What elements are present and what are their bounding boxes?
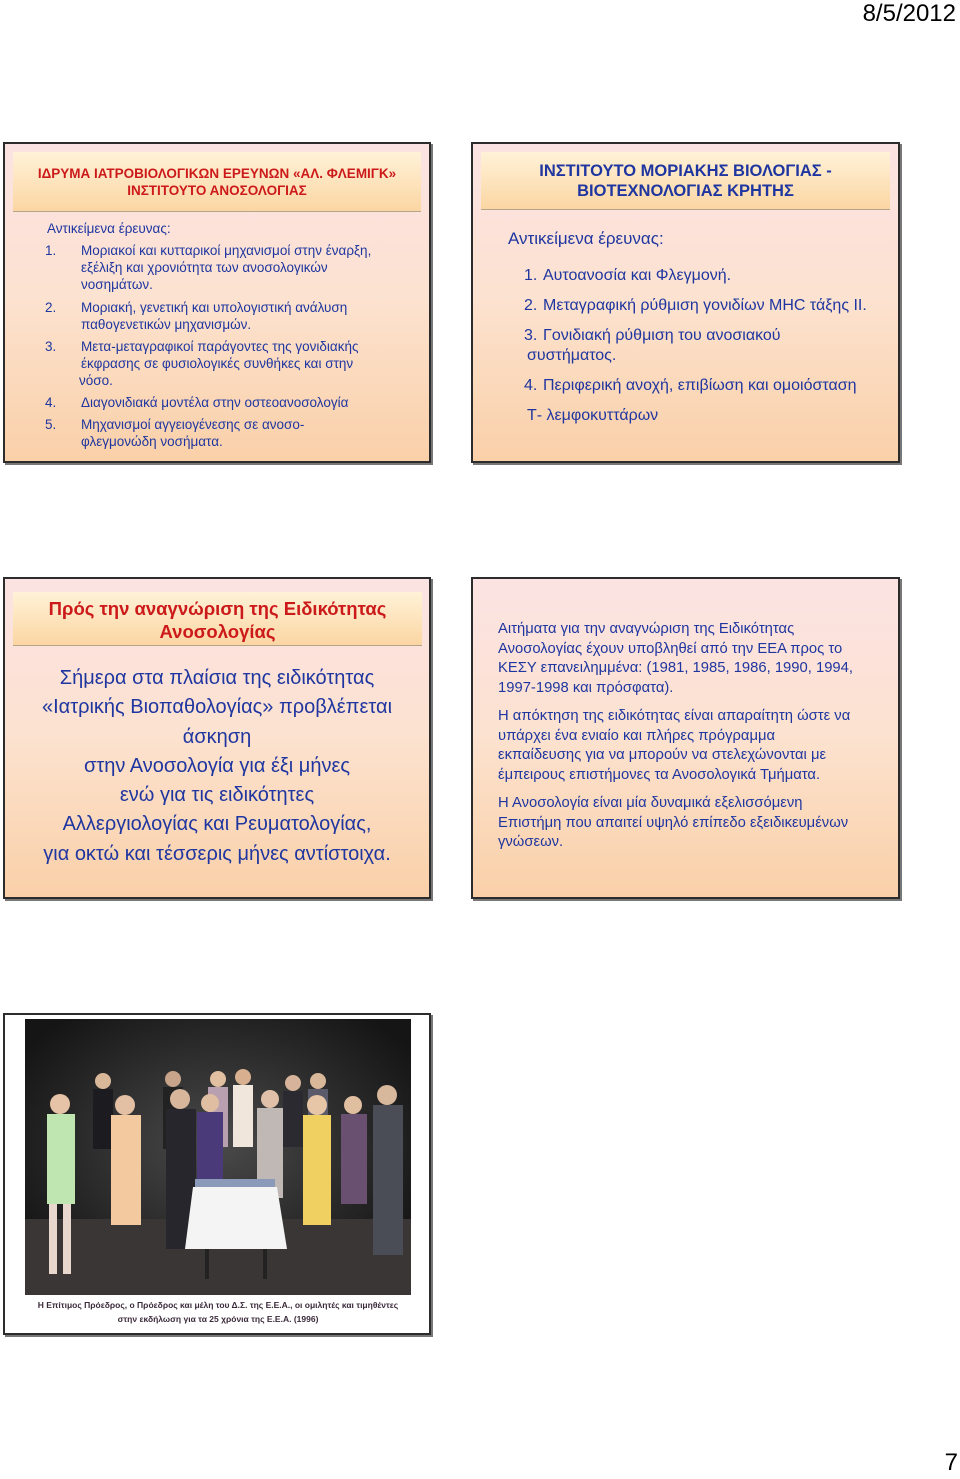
list-item-line: Αυτοανοσία και Φλεγμονή. bbox=[543, 267, 732, 284]
list-item-line: Περιφερική ανοχή, επιβίωση και ομοιόσταση bbox=[543, 377, 857, 394]
body-line: για οκτώ και τέσσερις μήνες αντίστοιχα. bbox=[43, 842, 391, 865]
research-heading: Αντικείμενα έρευνας: bbox=[508, 229, 664, 248]
paragraph-line: εκπαίδευσης για να μπορούν να στελεχώνονται με bbox=[498, 747, 827, 763]
page-number: 7 bbox=[944, 1449, 958, 1476]
list-number: 2. bbox=[524, 297, 538, 314]
list-item-line: νόσο. bbox=[79, 373, 113, 388]
list-item-line: Μοριακοί και κυτταρικοί μηχανισμοί στην έναρξη, bbox=[81, 243, 372, 258]
photo-caption bbox=[9, 1298, 427, 1326]
body-line: Αλλεργιολογίας και Ρευματολογίας, bbox=[62, 813, 372, 836]
list-number: 3. bbox=[45, 339, 57, 354]
paragraph-line: Η απόκτηση της ειδικότητας είναι απαραίτητη ώστε να bbox=[498, 708, 851, 724]
list-number: 4. bbox=[45, 395, 57, 410]
list-item-line: Μετα-μεταγραφικοί παράγοντες της γονιδιακής bbox=[81, 339, 359, 354]
group-photo bbox=[25, 1019, 411, 1295]
list-item-line: νοσημάτων. bbox=[81, 277, 153, 292]
paragraph-line: υπάρχει ένα ενιαίο και πλήρες πρόγραμμα bbox=[498, 727, 776, 744]
slide-specialty-requests bbox=[471, 577, 900, 899]
slide-fleming-institute bbox=[3, 142, 431, 463]
list-item-line: Τ- λεμφοκυττάρων bbox=[527, 407, 659, 424]
list-number: 1. bbox=[524, 267, 538, 284]
list-number: 4. bbox=[524, 377, 538, 394]
list-number: 1. bbox=[45, 243, 57, 258]
caption-line: Η Επίτιμος Πρόεδρος, ο Πρόεδρος και μέλη του Δ.Σ. της Ε.Ε.Α., οι ομιλητές και τιμηθέντες bbox=[37, 1300, 399, 1310]
body-line: άσκηση bbox=[182, 725, 252, 748]
slide-title-line: ΙΝΣΤΙΤΟΥΤΟ ΑΝΟΣΟΛΟΓΙΑΣ bbox=[127, 183, 307, 198]
caption-line: στην εκδήλωση για τα 25 χρόνια της Ε.Ε.Α. (1996) bbox=[117, 1314, 319, 1324]
body-line: «Ιατρικής Βιοπαθολογίας» προβλέπεται bbox=[41, 696, 393, 719]
list-item-line: Μηχανισμοί αγγειογένεσης σε ανοσο- bbox=[81, 417, 305, 432]
slide-title-line: ΒΙΟΤΕΧΝΟΛΟΓΙΑΣ ΚΡΗΤΗΣ bbox=[577, 182, 794, 200]
paragraph-line: Αιτήματα για την αναγνώριση της Ειδικότητας bbox=[498, 621, 795, 637]
slide-title bbox=[13, 152, 421, 212]
list-item-line: Μεταγραφική ρύθμιση γονιδίων MHC τάξης II. bbox=[543, 297, 867, 314]
list-number: 5. bbox=[45, 417, 57, 432]
list-number: 3. bbox=[524, 327, 538, 344]
paragraph-line: γνώσεων. bbox=[498, 834, 564, 850]
paragraph-line: 1997-1998 και πρόσφατα). bbox=[498, 679, 674, 696]
slide-title-line: Πρός την αναγνώριση της Ειδικότητας bbox=[48, 598, 387, 619]
list-item-line: έκφρασης σε φυσιολογικές συνθήκες και στην bbox=[81, 356, 354, 371]
list-item-line: Μοριακή, γενετική και υπολογιστική ανάλυση bbox=[81, 300, 348, 315]
research-heading: Αντικείμενα έρευνας: bbox=[47, 221, 171, 236]
slide-title bbox=[13, 592, 422, 646]
paragraph-line: Η Ανοσολογία είναι μία δυναμικά εξελισσόμενη bbox=[498, 795, 803, 811]
slide-body bbox=[5, 664, 429, 869]
list-item-line: συστήματος. bbox=[527, 347, 617, 364]
paragraph-line: Επιστήμη που απαιτεί υψηλό επίπεδο εξειδικευμένων bbox=[498, 814, 849, 831]
body-line: στην Ανοσολογία για έξι μήνες bbox=[83, 754, 351, 777]
slide-title bbox=[481, 152, 890, 210]
list-item-line: φλεγμονώδη νοσήματα. bbox=[81, 434, 223, 449]
list-item-line: Γονιδιακή ρύθμιση του ανοσιακού bbox=[543, 327, 781, 344]
slide-title-line: Ανοσολογίας bbox=[159, 621, 276, 642]
list-item-line: εξέλιξη και χρονιότητα των ανοσολογικών bbox=[81, 260, 328, 275]
header-date: 8/5/2012 bbox=[862, 0, 956, 27]
slide-specialty-recognition bbox=[3, 577, 431, 899]
slide-group-photo bbox=[3, 1013, 431, 1335]
paragraph-line: Ανοσολογίας έχουν υποβληθεί από την ΕΕΑ προς το bbox=[498, 640, 843, 657]
list-number: 2. bbox=[45, 300, 57, 315]
slide-imbb-crete bbox=[471, 142, 900, 463]
body-line: Σήμερα στα πλαίσια της ειδικότητας bbox=[59, 667, 375, 689]
body-line: ενώ για τις ειδικότητες bbox=[119, 784, 315, 807]
slide-title-line: ΙΔΡΥΜΑ ΙΑΤΡΟΒΙΟΛΟΓΙΚΩΝ ΕΡΕΥΝΩΝ «ΑΛ. ΦΛΕΜΙΓΚ» bbox=[37, 166, 397, 181]
paragraph-line: ΚΕΣΥ επανειλημμένα: (1981, 1985, 1986, 1990, 1994, bbox=[498, 660, 853, 676]
list-item-line: Διαγονιδιακά μοντέλα στην οστεοανοσολογία bbox=[81, 395, 349, 410]
paragraph-line: έμπειρους επιστήμονες τα Ανοσολογικά Τμήματα. bbox=[498, 766, 821, 783]
slide-title-line: ΙΝΣΤΙΤΟΥΤΟ ΜΟΡΙΑΚΗΣ ΒΙΟΛΟΓΙΑΣ - bbox=[539, 162, 832, 180]
list-item-line: παθογενετικών μηχανισμών. bbox=[81, 317, 252, 332]
